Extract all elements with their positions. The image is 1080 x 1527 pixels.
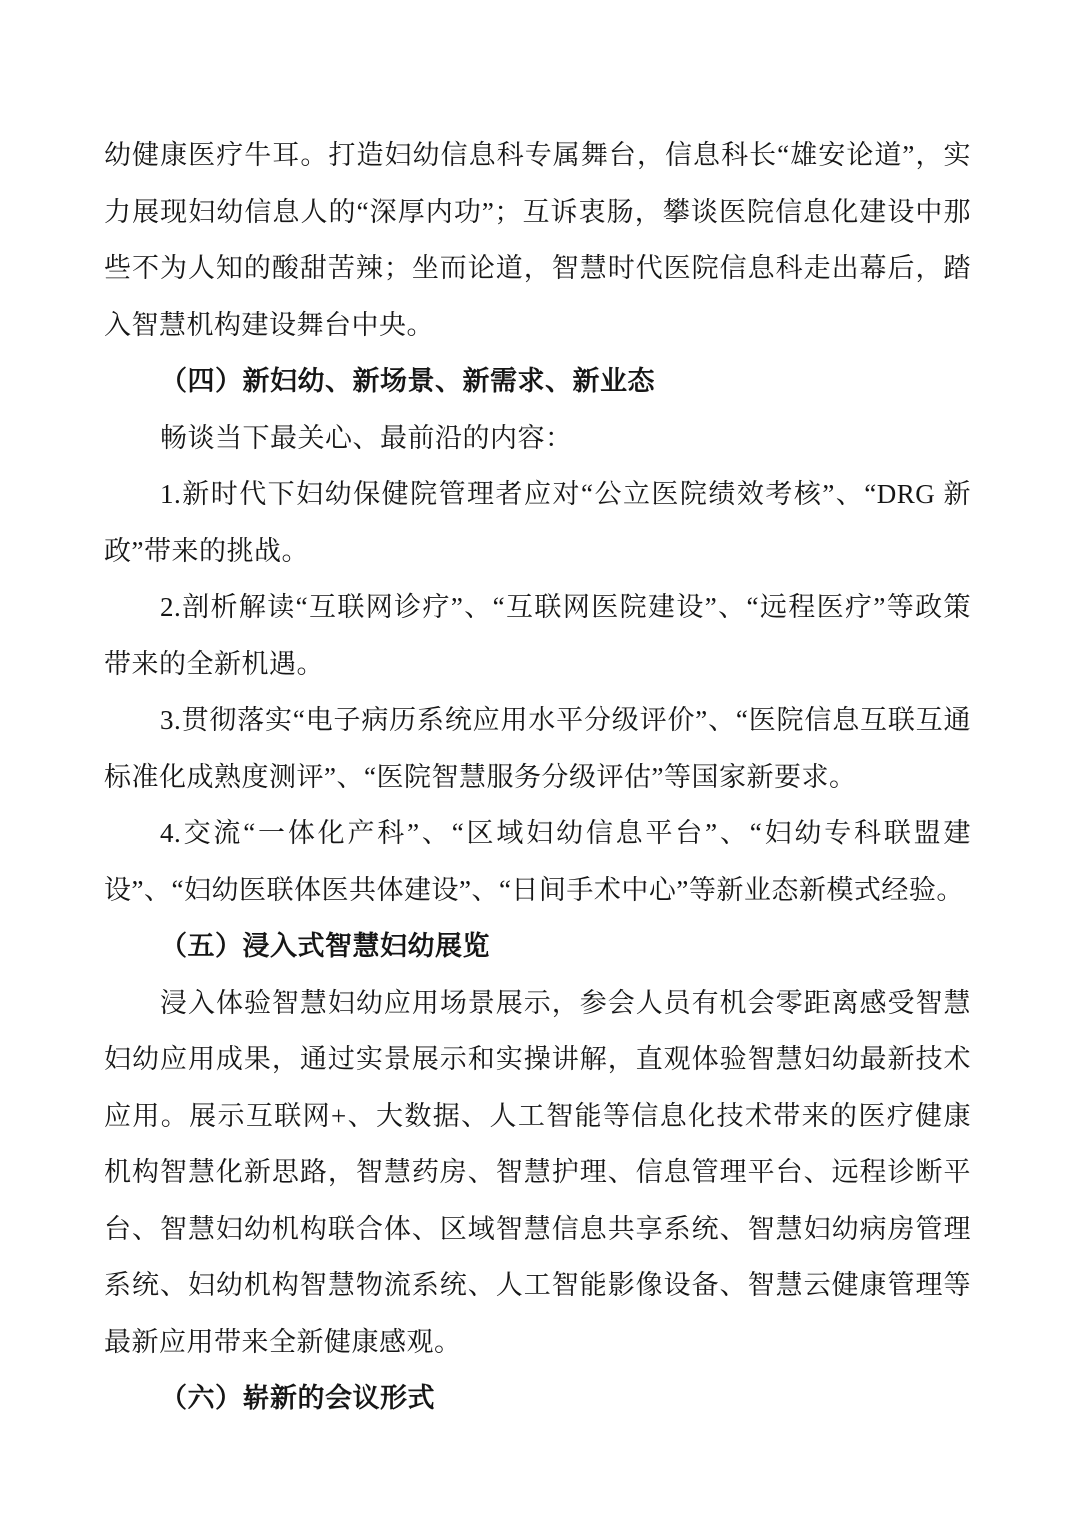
paragraph-intro-topics: 畅谈当下最关心、最前沿的内容： bbox=[160, 422, 573, 453]
paragraph-continuation: 幼健康医疗牛耳。打造妇幼信息科专属舞台，信息科长“雄安论道”，实力展现妇幼信息人的“深厚内功”；互诉衷肠，攀谈医院信息化建设中那些不为人知的酸甜苦辣；坐而论道，智慧时代医院信息科走出幕后，踏入智慧机构建设舞台中央。 bbox=[104, 140, 971, 340]
section-heading-four: （四）新妇幼、新场景、新需求、新业态 bbox=[160, 366, 655, 396]
list-item-4: 4.交流“一体化产科”、“区域妇幼信息平台”、“妇幼专科联盟建设”、“妇幼医联体医共体建设”、“日间手术中心”等新业态新模式经验。 bbox=[104, 818, 971, 905]
document-content bbox=[104, 127, 971, 1427]
list-item-2: 2.剖析解读“互联网诊疗”、“互联网医院建设”、“远程医疗”等政策带来的全新机遇。 bbox=[104, 592, 971, 679]
paragraph-exhibition-description: 浸入体验智慧妇幼应用场景展示，参会人员有机会零距离感受智慧妇幼应用成果，通过实景展示和实操讲解，直观体验智慧妇幼最新技术应用。展示互联网+、大数据、人工智能等信息化技术带来的医疗健康机构智慧化新思路，智慧药房、智慧护理、信息管理平台、远程诊断平台、智慧妇幼机构联合体、区域智慧信息共享系统、智慧妇幼病房管理系统、妇幼机构智慧物流系统、人工智能影像设备、智慧云健康管理等最新应用带来全新健康感观。 bbox=[104, 987, 971, 1357]
section-heading-five: （五）浸入式智慧妇幼展览 bbox=[160, 931, 490, 961]
section-heading-six: （六）崭新的会议形式 bbox=[160, 1383, 435, 1413]
list-item-3: 3.贯彻落实“电子病历系统应用水平分级评价”、“医院信息互联互通标准化成熟度测评”、“医院智慧服务分级评估”等国家新要求。 bbox=[104, 705, 971, 792]
list-item-1: 1.新时代下妇幼保健院管理者应对“公立医院绩效考核”、“DRG 新政”带来的挑战。 bbox=[104, 479, 971, 566]
